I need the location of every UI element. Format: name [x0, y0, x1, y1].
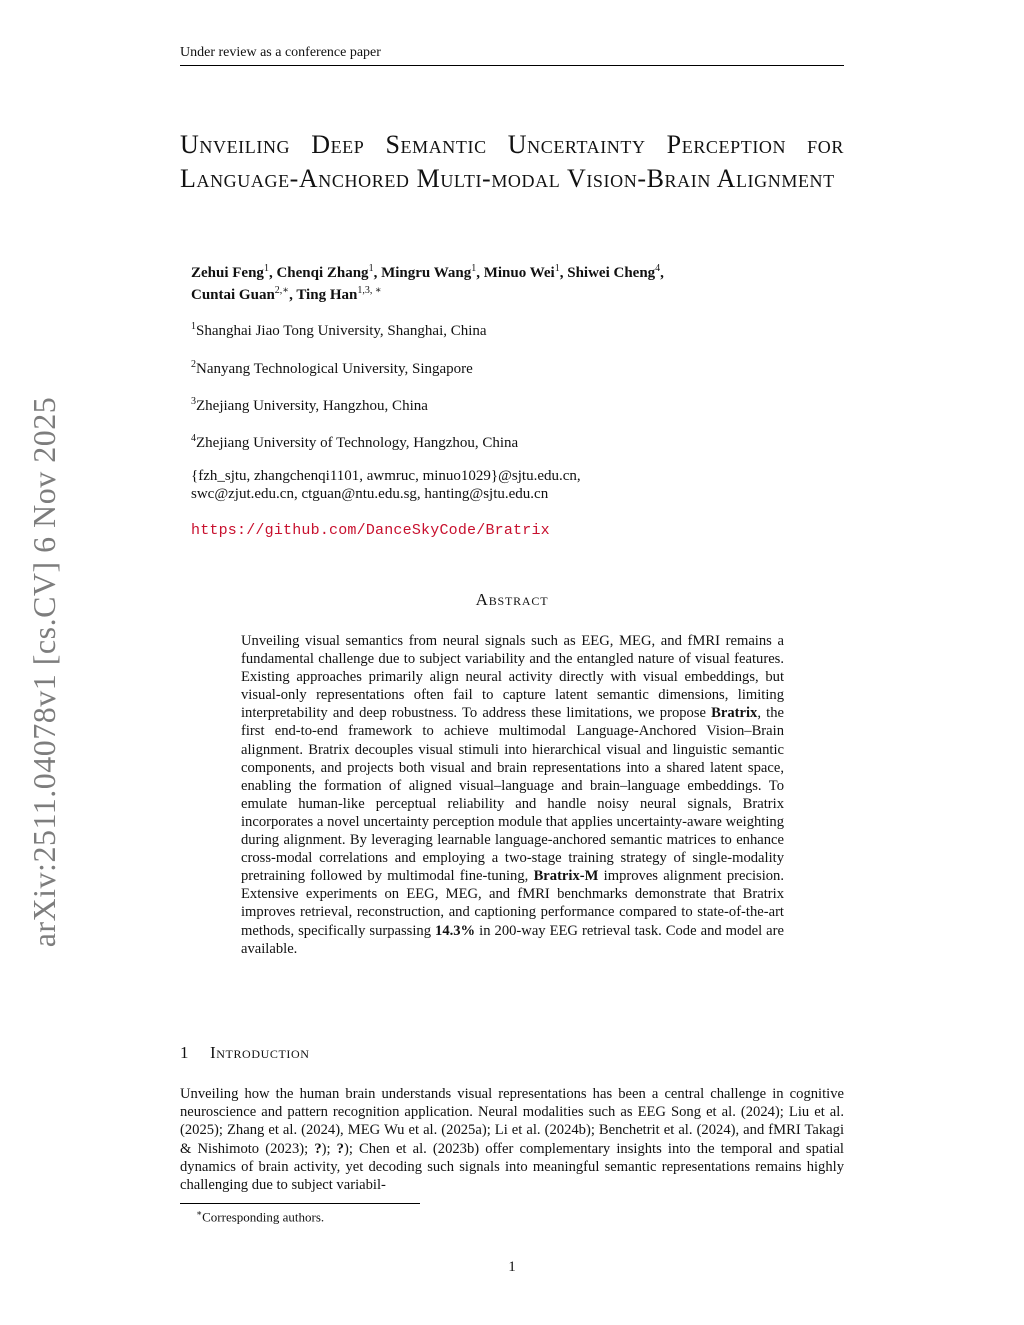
- author-name: Shiwei Cheng: [567, 265, 656, 281]
- abstract-body: [241, 632, 784, 958]
- footnote: [196, 1208, 324, 1225]
- abstract-text: improves alignment precision. Extensive experiments on EEG, MEG, and fMRI benchmarks demonstrate that Bratrix improves retrieval, reconstruction, and captioning performance compared to state-of-the-art methods, specifically surpassing: [241, 868, 784, 939]
- affiliation-mark: 3: [191, 396, 196, 407]
- broken-citation-mark: ?: [314, 1140, 322, 1157]
- author-affil-mark: 1: [263, 263, 269, 274]
- author-affil-mark: 1: [554, 263, 560, 274]
- author-affil-mark: 1: [368, 263, 374, 274]
- affiliation: [191, 318, 831, 340]
- paper-title: Unveiling Deep Semantic Uncertainty Perception for Language-Anchored Multi-modal Vision-Brain Alignment: [180, 130, 844, 193]
- affiliation-text: Zhejiang University of Technology, Hangzhou, China: [196, 435, 519, 451]
- intro-text: ); Chen et al. (2023b) offer complementary insights into the temporal and spatial dynamics of brain activity, yet decoding such signals into meaningful semantic representations remains highly challenging due to subject variabil-: [180, 1140, 844, 1194]
- affiliation: [191, 393, 831, 415]
- abstract-text: , the first end-to-end framework to achieve multimodal Language-Anchored Vision–Brain alignment. Bratrix decouples visual stimuli into hierarchical visual and linguistic semantic components, and projects both visual and brain representations into a shared latent space, enabling the formation of aligned visual–language and brain–language embeddings. To emulate human-like perceptual reliability and handle noisy neural signals, Bratrix incorporates a novel uncertainty perception module that applies uncertainty-aware weighting during alignment. By leveraging learnable language-anchored semantic matrices to enhance cross-modal correlations and employing a two-stage training strategy of single-modality pretraining followed by multimodal fine-tuning,: [241, 705, 784, 885]
- arxiv-identifier-stamp[interactable]: arXiv:2511.04078v1 [cs.CV] 6 Nov 2025: [26, 396, 62, 948]
- author-affil-mark: 4: [655, 263, 661, 274]
- intro-text: Unveiling how the human brain understands visual representations has been a central challenge in cognitive neuroscience and pattern recognition application. Neural modalities such as EEG Song et al. (2024); Liu et al. (2025); Zhang et al. (2024), MEG Wu et al. (2025a); Li et al. (2024b); Benchetrit et al. (2024), and fMRI Takagi & Nishimoto (2023);: [180, 1086, 844, 1157]
- author-emails: [191, 467, 831, 503]
- abstract-text: in 200-way EEG retrieval task. Code and model are available.: [241, 922, 784, 957]
- affiliation-mark: 1: [191, 321, 196, 332]
- footnote-mark: ∗: [196, 1208, 203, 1218]
- author-name: Chenqi Zhang: [276, 265, 369, 281]
- author-name: Cuntai Guan: [191, 287, 275, 303]
- abstract-bold-term: 14.3%: [435, 922, 476, 939]
- author-name: Minuo Wei: [483, 265, 555, 281]
- abstract-text: Unveiling visual semantics from neural signals such as EEG, MEG, and fMRI remains a fundamental challenge due to subject variability and the entangled nature of visual features. Existing approaches primarily align neural activity directly with visual embeddings, but visual-only representations often fail to capture latent semantic dimensions, limiting interpretability and deep robustness. To address these limitations, we propose: [241, 633, 784, 722]
- abstract-bold-term: Bratrix: [711, 705, 758, 722]
- page-number: 1: [508, 1259, 516, 1275]
- affiliation-mark: 2: [191, 359, 196, 370]
- intro-text: );: [321, 1140, 337, 1157]
- affiliation: [191, 430, 831, 452]
- section-heading-introduction: [180, 1043, 310, 1063]
- author-affil-mark: 1: [471, 263, 477, 274]
- affiliation-text: Nanyang Technological University, Singapore: [196, 361, 473, 377]
- author-name: Zehui Feng: [191, 265, 264, 281]
- affiliation: [191, 356, 831, 378]
- abstract-heading: Abstract: [475, 590, 549, 609]
- running-header: Under review as a conference paper: [180, 45, 844, 66]
- email-line: {fzh_sjtu, zhangchenqi1101, awmruc, minuo1029}@sjtu.edu.cn,: [191, 468, 581, 484]
- affiliation-mark: 4: [191, 433, 196, 444]
- abstract-bold-term: Bratrix-M: [533, 868, 599, 885]
- footnote-divider: [180, 1203, 420, 1204]
- affiliation-text: Shanghai Jiao Tong University, Shanghai, China: [196, 323, 487, 339]
- introduction-paragraph: [180, 1085, 844, 1194]
- affiliation-text: Zhejiang University, Hangzhou, China: [196, 398, 428, 414]
- author-affil-mark: 1,3, ∗: [357, 285, 382, 296]
- author-name: Mingru Wang: [381, 265, 472, 281]
- author-affil-mark: 2,∗: [274, 285, 290, 296]
- section-number: 1: [180, 1043, 190, 1062]
- github-repo-link[interactable]: https://github.com/DanceSkyCode/Bratrix: [191, 522, 550, 539]
- broken-citation-mark: ?: [336, 1140, 344, 1157]
- footnote-text: Corresponding authors.: [202, 1209, 325, 1225]
- section-title: Introduction: [210, 1043, 310, 1062]
- author-name: Ting Han: [296, 287, 358, 303]
- author-list: Zehui Feng$^1$, Chenqi Zhang$^1$, Mingru Wang$^1$, Minuo Wei$^1$, Shiwei Cheng$^4$, Cuntai Guan$^{2,∗}$, Ting Han$^{1,3, ∗}$: [191, 263, 664, 303]
- email-line: swc@zjut.edu.cn, ctguan@ntu.edu.sg, hanting@sjtu.edu.cn: [191, 486, 549, 502]
